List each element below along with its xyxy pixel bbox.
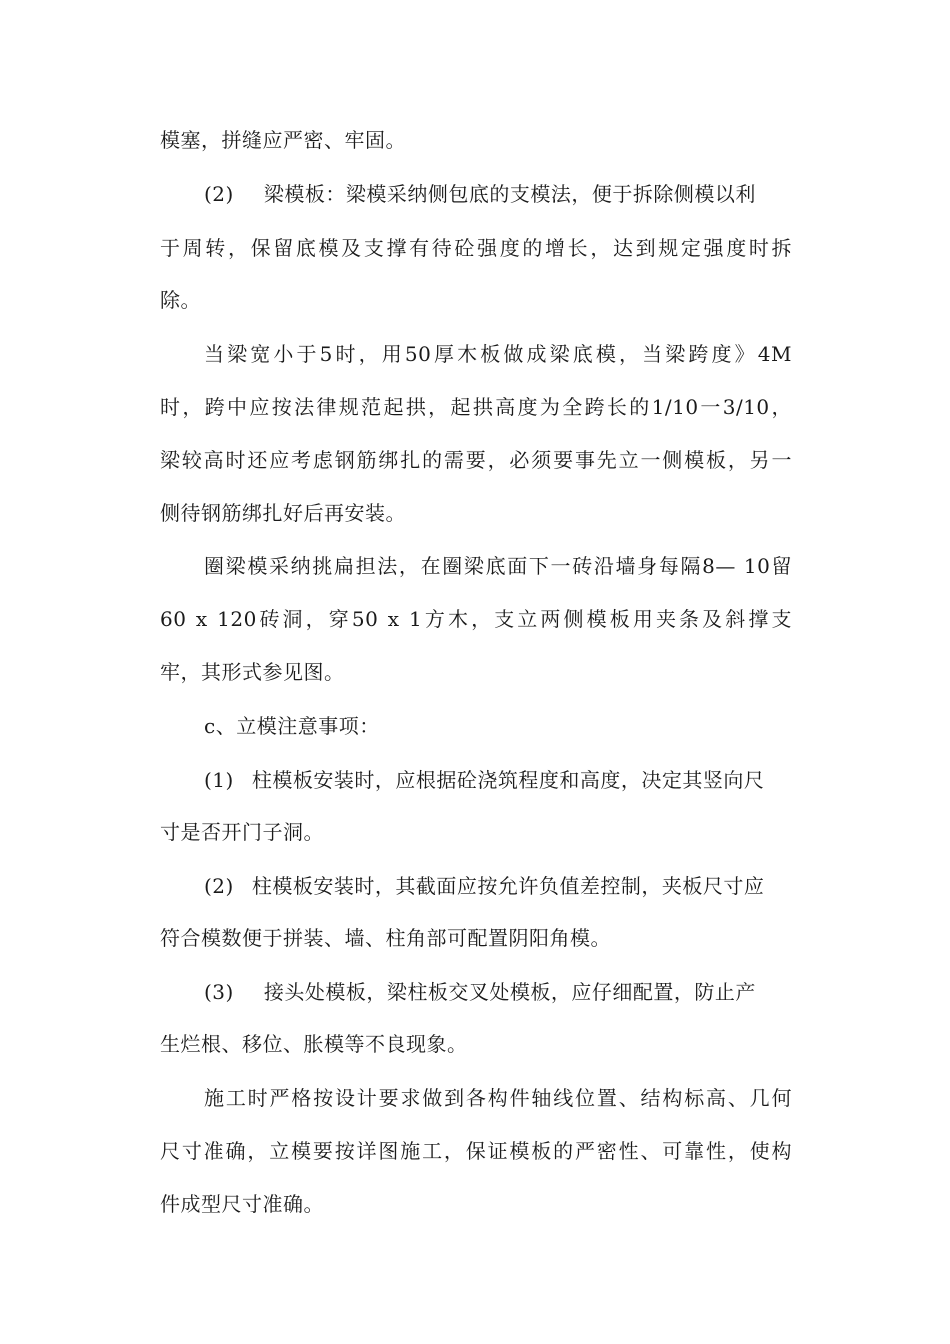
text-line: 圈梁模采纳挑扁担法，在圈梁底面下一砖沿墙身每隔8— 10留: [204, 554, 792, 578]
text-line: 牢，其形式参见图。: [160, 660, 345, 684]
text-line: (2) 梁模板：梁模采纳侧包底的支模法，便于拆除侧模以利: [204, 182, 756, 206]
text-line: 梁较高时还应考虑钢筋绑扎的需要，必须要事先立一侧模板，另一: [160, 448, 792, 472]
text-line: 于周转，保留底模及支撑有待砼强度的增长，达到规定强度时拆: [160, 236, 792, 260]
text-line: 时，跨中应按法律规范起拱，起拱高度为全跨长的1/10一3/10，: [160, 395, 792, 419]
text-line: 60 x 120砖洞，穿50 x 1方木，支立两侧模板用夹条及斜撑支: [160, 607, 792, 631]
list-marker: (2): [204, 182, 234, 206]
list-marker: (3): [204, 980, 234, 1004]
section-heading: c、立模注意事项：: [204, 714, 380, 738]
text-line: 符合模数便于拼装、墙、柱角部可配置阴阳角模。: [160, 926, 611, 950]
text-line: (3) 接头处模板，梁柱板交叉处模板，应仔细配置，防止产: [204, 980, 756, 1004]
text-line: (2) 柱模板安装时，其截面应按允许负值差控制，夹板尺寸应: [204, 874, 765, 898]
list-marker: (2): [204, 874, 234, 898]
text-line: 除。: [160, 288, 201, 312]
text-line: 模塞，拼缝应严密、牢固。: [160, 128, 406, 152]
text-line: 件成型尺寸准确。: [160, 1192, 324, 1216]
text-line: 侧待钢筋绑扎好后再安装。: [160, 501, 406, 525]
text-line: 尺寸准确，立模要按详图施工，保证模板的严密性、可靠性，使构: [160, 1139, 792, 1163]
text-line: 寸是否开门子洞。: [160, 820, 324, 844]
text-line: (1) 柱模板安装时，应根据砼浇筑程度和高度，决定其竖向尺: [204, 768, 765, 792]
text-line: 生烂根、移位、胀模等不良现象。: [160, 1032, 468, 1056]
text-line: 当梁宽小于5时，用50厚木板做成梁底模，当梁跨度》4M: [204, 342, 792, 366]
text-line: 施工时严格按设计要求做到各构件轴线位置、结构标高、几何: [204, 1086, 792, 1110]
list-marker: (1): [204, 768, 234, 792]
